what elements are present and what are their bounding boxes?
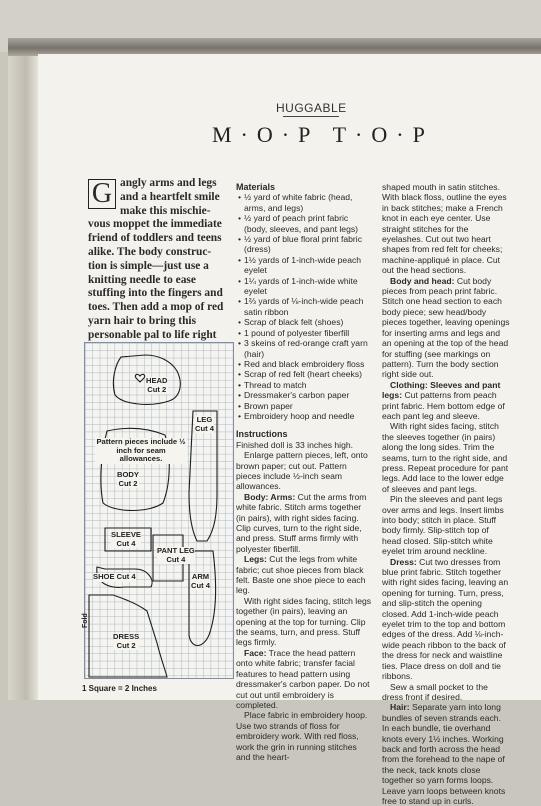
- instruction-lead: Dress:: [390, 556, 417, 567]
- pattern-label-pant-leg: [157, 547, 195, 564]
- instruction-text: Cut two dresses from blue print fabric. Stitch together with right sides facing, leaving an opening for turning. Turn, press, and slip-stitch the opening closed. Add 1-inch-wide peach eyelet trim to the top and bottom edges of the dress. Add ⅛-inch-wide peach ribbon to the back of the dress for neck and waistline ties. Place dress on doll and tie ribbons.: [382, 556, 509, 682]
- instruction-lead: Face:: [244, 647, 267, 658]
- arm-cut: Cut 4: [191, 580, 210, 590]
- shoe-name: SHOE: [93, 572, 115, 581]
- instruction-paragraph: [382, 421, 510, 494]
- instruction-paragraph: [382, 182, 510, 276]
- instruction-paragraph: [236, 596, 372, 648]
- pattern-label-sleeve: [111, 531, 141, 548]
- instruction-lead: Hair:: [390, 702, 410, 713]
- pattern-label-leg: [195, 416, 214, 433]
- leg-cut: Cut 4: [195, 423, 214, 433]
- sleeve-cut: Cut 4: [116, 538, 136, 548]
- materials-heading: Materials: [236, 182, 276, 192]
- body-cut: Cut 2: [118, 478, 138, 488]
- materials-item: • 1⅔ yards of ⅛-inch-wide peach satin ribbon: [236, 296, 372, 317]
- section-label: HUGGABLE: [276, 101, 347, 115]
- materials-item: • ½ yard of peach print fabric (body, sleeves, and pant legs): [236, 213, 372, 234]
- instruction-text: Trace the head pattern onto white fabric; transfer facial features to head pattern using dressmaker's carbon paper. Do not cut out until embroidery is completed.: [236, 647, 370, 710]
- drop-cap: G: [88, 179, 116, 209]
- arm-outline: [189, 551, 216, 646]
- instruction-paragraph: [236, 710, 372, 762]
- head-cut: Cut 2: [147, 384, 167, 394]
- instruction-text: Separate yarn into long bundles of seven strands each. In each bundle, tie overhand knots every 1½ inches. Working back and forth across the head from the forehead to the nape of the neck, tack knots close together so yarn forms loops. Leave yarn loops between knots free to stand up in curls.: [382, 702, 506, 806]
- pattern-label-body: [117, 471, 139, 488]
- arm-name: ARM: [191, 572, 210, 581]
- page-title: M·O·P T·O·P: [212, 122, 434, 147]
- materials-item: • ½ yard of white fabric (head, arms, and legs): [236, 192, 372, 213]
- scale-caption: 1 Square = 2 Inches: [82, 684, 157, 693]
- sleeve-name: SLEEVE: [111, 530, 141, 539]
- pattern-note: Pattern pieces include ½ inch for seam allowances.: [96, 437, 186, 464]
- instruction-lead: Clothing: Sleeves and pant legs:: [382, 379, 501, 401]
- materials-item: • 1¼ yards of 1-inch-wide white eyelet: [236, 276, 372, 297]
- body-name: BODY: [117, 470, 139, 479]
- instruction-text: Cut body pieces from peach print fabric. Stitch one head section to each body piece; sew head/body pieces together, leaving openings for inserting arms and legs and an opening at the top of the head for stuffing (see markings on pattern). Turn the body section right side out.: [382, 275, 510, 380]
- pant-leg-cut: Cut 4: [166, 554, 186, 564]
- materials-item: • 1 pound of polyester fiberfill: [236, 328, 372, 338]
- instruction-text: Place fabric in embroidery hoop. Use two strands of floss for embroidery work. With red floss, work the grin in running stitches and the heart-: [236, 710, 368, 762]
- materials-item: • Thread to match: [236, 380, 372, 390]
- instruction-paragraph: [382, 702, 510, 806]
- materials-item: • Scrap of black felt (shoes): [236, 317, 372, 327]
- instruction-text: Cut the arms from white fabric. Stitch arms together (in pairs), with right sides facing. Clip curves, turn to the right side, and press. Stuff arms firmly with polyester fiberfill.: [236, 491, 367, 554]
- intro-paragraph: [88, 177, 228, 356]
- instruction-paragraph: [382, 380, 510, 422]
- materials-item: • Dressmaker's carbon paper: [236, 390, 372, 400]
- pant-leg-name: PANT LEG: [157, 546, 195, 555]
- instruction-paragraph: [236, 440, 372, 450]
- materials-column: [236, 182, 372, 762]
- instructions-col3: [382, 182, 510, 806]
- materials-item: • Brown paper: [236, 401, 372, 411]
- instruction-text: Pin the sleeves and pant legs over arms and legs. Insert limbs into body; stitch in place. Stuff body firmly. Slip-stitch top of head closed. Slip-stitch white eyelet trim around neckline.: [382, 494, 504, 557]
- dress-cut: Cut 2: [116, 640, 136, 650]
- instruction-paragraph: [236, 554, 372, 596]
- instruction-paragraph: [382, 494, 510, 556]
- materials-item: • Red and black embroidery floss: [236, 359, 372, 369]
- leg-name: LEG: [196, 415, 213, 424]
- instruction-paragraph: [382, 682, 510, 703]
- instructions-heading: Instructions: [236, 429, 288, 440]
- materials-item: • Embroidery hoop and needle: [236, 411, 372, 421]
- instruction-lead: Body: Arms:: [244, 491, 296, 502]
- pattern-grid: [84, 342, 234, 679]
- heart-outline: [135, 374, 144, 382]
- intro-text: angly arms and legs and a heartfelt smile make this mischie- vous moppet the immediate friend of toddlers and teens alike. The body construc-tion is simple—just use a knitting needle to ease stuffing into the fingers and toes. Then add a mop of red yarn hair to bring this personable pal to life right: [88, 177, 224, 341]
- instruction-paragraph: [236, 492, 372, 554]
- materials-item: • Scrap of red felt (heart cheeks): [236, 369, 372, 379]
- materials-list: [236, 192, 372, 421]
- instruction-text: Cut the legs from white fabric; cut shoe pieces from black felt. Baste one shoe piece to each leg.: [236, 554, 366, 596]
- instruction-lead: Body and head:: [390, 275, 455, 286]
- shoe-cut: Cut 4: [116, 572, 136, 581]
- instruction-paragraph: [382, 557, 510, 682]
- instruction-paragraph: [236, 648, 372, 710]
- instruction-text: With right sides facing, stitch the sleeves together (in pairs) along the long sides. Trim the seams, turn to the right side, and press. Repeat procedure for pant legs. Add lace to the lower edge of sleeves and pant legs.: [382, 421, 509, 494]
- dress-name: DRESS: [113, 632, 140, 641]
- page-edge: [8, 56, 38, 700]
- instruction-lead: Legs:: [244, 554, 267, 565]
- fold-label: Fold: [82, 613, 89, 628]
- section-rule: [283, 116, 339, 117]
- pattern-label-dress: [113, 633, 139, 650]
- materials-item: • 1½ yards of 1-inch-wide peach eyelet: [236, 255, 372, 276]
- instruction-text: With right sides facing, stitch legs together (in pairs), leaving an opening at the top for turning. Clip the seams, turn, and press. Stuff legs firmly.: [236, 595, 372, 648]
- pattern-label-head: [146, 377, 168, 394]
- instruction-text: Finished doll is 33 inches high.: [236, 439, 354, 450]
- pattern-label-shoe: [93, 573, 136, 582]
- instruction-paragraph: [236, 450, 372, 492]
- instruction-text: shaped mouth in satin stitches. With black floss, outline the eyes in back stitches; make a French knot in each eye center. Use straight stitches for the eyelashes. Cut out two heart shapes from red felt for cheeks; machine-appliqué in place. Cut out the head sections.: [382, 182, 507, 276]
- instructions-col2: [236, 440, 372, 763]
- pattern-label-arm: [191, 573, 210, 590]
- instruction-text: Cut patterns from peach print fabric. Hem bottom edge of each pant leg and sleeve.: [382, 390, 505, 421]
- materials-item: • 3 skeins of red-orange craft yarn (hair): [236, 338, 372, 359]
- head-name: HEAD: [146, 376, 168, 385]
- instruction-text: Sew a small pocket to the dress front if desired.: [382, 681, 488, 702]
- materials-item: • ½ yard of blue floral print fabric (dress): [236, 234, 372, 255]
- instruction-paragraph: [382, 276, 510, 380]
- instruction-text: Enlarge pattern pieces, left, onto brown paper; cut out. Pattern pieces include ½-inch seam allowances.: [236, 450, 368, 492]
